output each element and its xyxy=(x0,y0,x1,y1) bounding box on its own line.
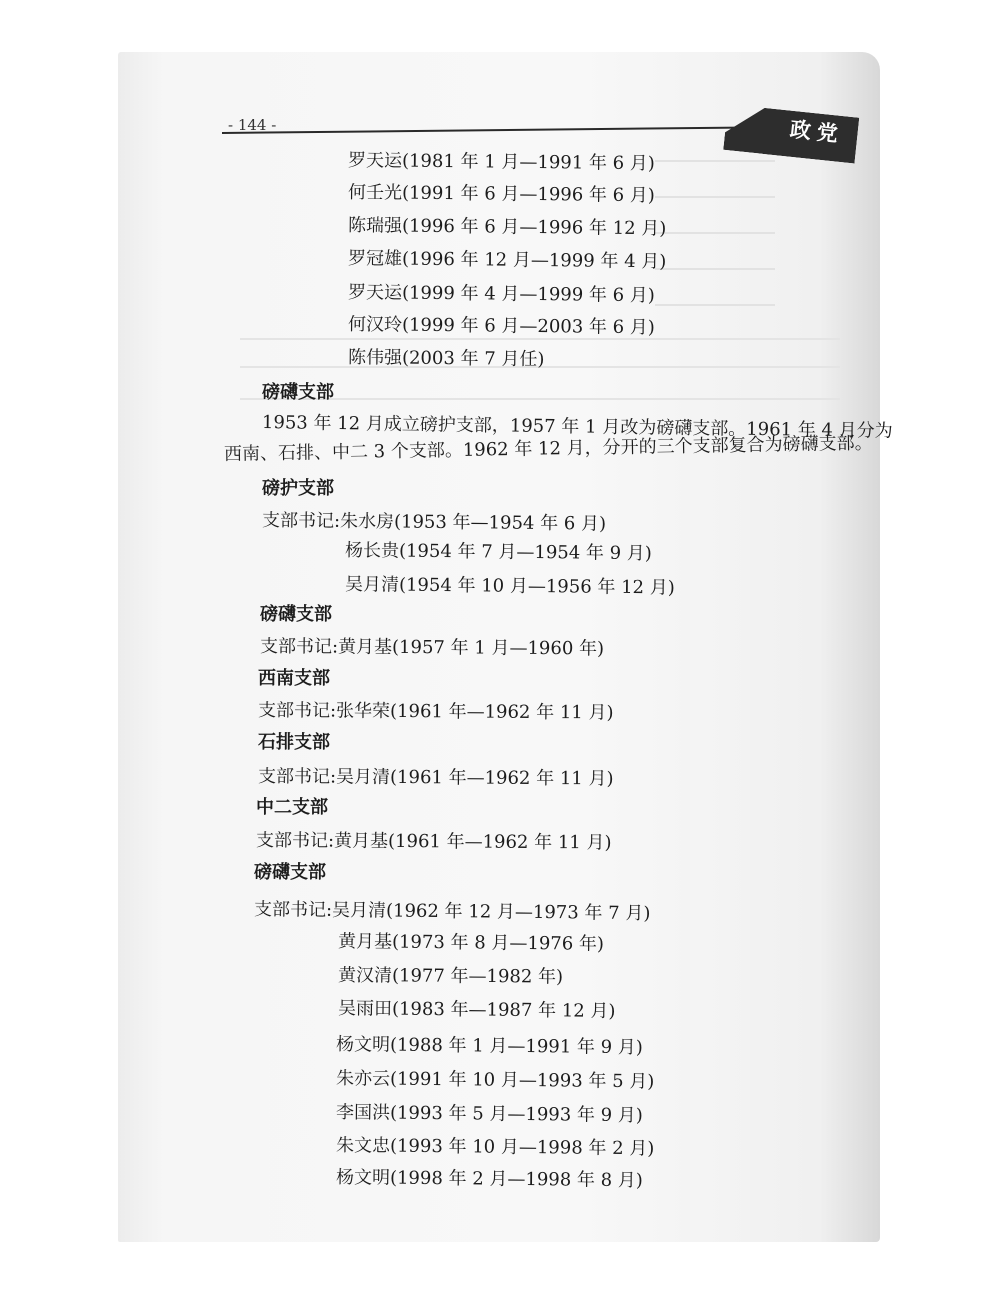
branch-heading: 磅礴支部 xyxy=(262,382,334,403)
secretary-entry: 朱亦云(1991 年 10 月—1993 年 5 月) xyxy=(335,1068,655,1093)
secretary-entry: 杨长贵(1954 年 7 月—1954 年 9 月) xyxy=(344,540,653,565)
secretary-entry: 陈瑞强(1996 年 6 月—1996 年 12 月) xyxy=(347,215,667,240)
secretary-line: 支部书记:张华荣(1961 年—1962 年 11 月) xyxy=(257,700,614,724)
paragraph-line: 1953 年 12 月成立磅护支部，1957 年 1 月改为磅礴支部。1961 年 4 月分为 xyxy=(261,412,893,442)
secretary-entry: 何壬光(1991 年 6 月—1996 年 6 月) xyxy=(347,182,656,207)
secretary-entry: 吴月清(1954 年 10 月—1956 年 12 月) xyxy=(344,574,675,599)
secretary-entry: 吴雨田(1983 年—1987 年 12 月) xyxy=(337,998,616,1022)
secretary-entry: 罗天运(1999 年 4 月—1999 年 6 月) xyxy=(347,282,656,307)
secretary-entry: 黄汉清(1977 年—1982 年) xyxy=(337,965,564,988)
branch-heading: 磅礴支部 xyxy=(254,862,326,883)
branch-heading: 磅礴支部 xyxy=(260,604,332,625)
branch-heading: 石排支部 xyxy=(258,732,330,753)
secretary-entry: 何汉玲(1999 年 6 月—2003 年 6 月) xyxy=(347,314,656,339)
secretary-entry: 朱文忠(1993 年 10 月—1998 年 2 月) xyxy=(335,1135,655,1160)
secretary-entry: 杨文明(1998 年 2 月—1998 年 8 月) xyxy=(335,1167,644,1192)
secretary-entry: 罗天运(1981 年 1 月—1991 年 6 月) xyxy=(347,150,656,175)
paragraph-line: 西南、石排、中二 3 个支部。1962 年 12 月，分开的三个支部复合为磅礴支部。 xyxy=(223,432,873,465)
branch-heading: 西南支部 xyxy=(258,668,330,689)
secretary-entry: 黄月基(1973 年 8 月—1976 年) xyxy=(337,931,605,955)
secretary-line: 支部书记:朱水房(1953 年—1954 年 6 月) xyxy=(261,510,607,535)
branch-heading: 磅护支部 xyxy=(262,478,334,499)
page-number: - 144 - xyxy=(228,116,277,134)
branch-heading: 中二支部 xyxy=(256,797,328,818)
secretary-entry: 陈伟强(2003 年 7 月任) xyxy=(347,347,545,371)
secretary-line: 支部书记:吴月清(1962 年 12 月—1973 年 7 月) xyxy=(253,899,651,925)
secretary-line: 支部书记:黄月基(1961 年—1962 年 11 月) xyxy=(255,830,612,854)
secretary-line: 支部书记:吴月清(1961 年—1962 年 11 月) xyxy=(257,766,614,790)
section-title: 政党 xyxy=(788,117,846,147)
secretary-line: 支部书记:黄月基(1957 年 1 月—1960 年) xyxy=(259,636,605,660)
secretary-entry: 杨文明(1988 年 1 月—1991 年 9 月) xyxy=(335,1034,644,1059)
secretary-entry: 罗冠雄(1996 年 12 月—1999 年 4 月) xyxy=(347,248,667,273)
secretary-entry: 李国洪(1993 年 5 月—1993 年 9 月) xyxy=(335,1102,644,1127)
